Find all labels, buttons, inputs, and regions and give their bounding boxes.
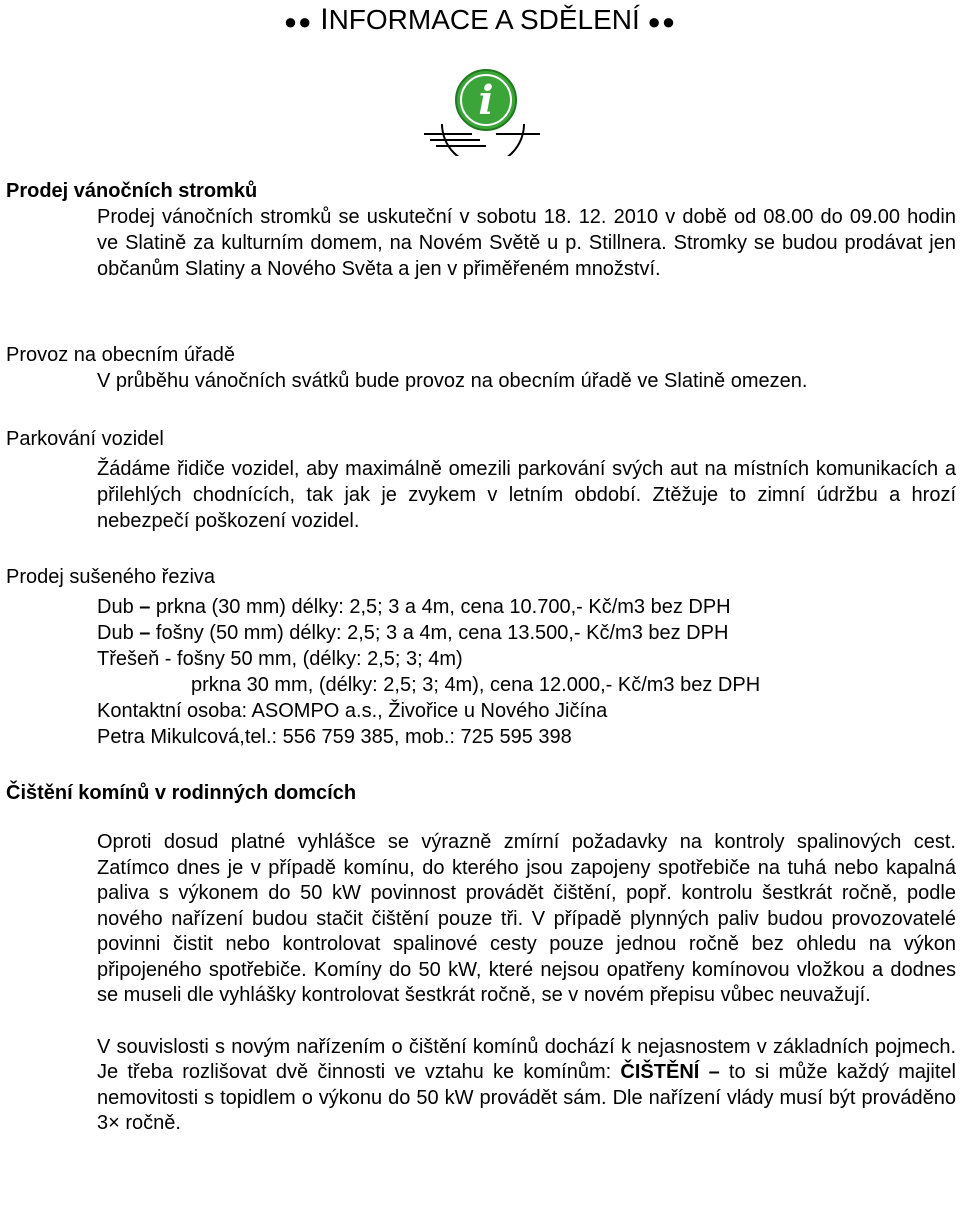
text-chimney-1: Oproti dosud platné vyhlášce se výrazně zmírní požadavky na kontroly spalinových cest. Zatímco dnes je v případě komínu, do kterého jsou zapojeny spotřebiče na tuhá nebo kapalná paliva s výkonem do 50 kW povinnost provádět čištění, popř. kontrolu šestkrát ročně, podle nového nařízení budou stačit čištění pouze tři. V případě plynných paliv budou provozovatelé povinni čistit nebo kontrolovat spalinové cesty pouze jednou ročně bez ohledu na výkon připojeného spotřebiče. Komíny do 50 kW, které nejsou opatřeny komínovou vložkou a dodnes se museli dle vyhlášky kontrolovat šestkrát ročně, se v novém přepisu vůbec neuvažují.	[97, 831, 956, 1006]
info-icon	[420, 62, 544, 156]
lumber-line-5: Kontaktní osoba: ASOMPO a.s., Živořice u Nového Jičína	[97, 700, 608, 722]
lumber-line-6: Petra Mikulcová,tel.: 556 759 385, mob.: 725 595 398	[97, 726, 572, 748]
lumber-line-4: prkna 30 mm, (délky: 2,5; 3; 4m), cena 12.000,- Kč/m3 bez DPH	[191, 674, 761, 696]
lumber-line-1-dash: –	[139, 596, 151, 618]
heading-trees: Prodej vánočních stromků	[6, 180, 258, 202]
title-first-letter: I	[320, 3, 329, 36]
info-letter: i	[478, 77, 494, 124]
lumber-line-2-dash: –	[139, 622, 151, 644]
section-lumber	[6, 564, 956, 750]
lumber-line-2	[97, 620, 956, 646]
text-chimney-2-a: V souvislosti s novým nařízením o čištění komínů dochází k nejasnostem v základních pojmech. Je třeba rozlišovat dvě činnosti ve vztahu ke komínům:	[97, 1035, 956, 1083]
lumber-line-2-b: fošny (50 mm) délky: 2,5; 3 a 4m, cena 13.500,- Kč/m3 bez DPH	[150, 622, 729, 644]
lumber-line-1-b: prkna (30 mm) délky: 2,5; 3 a 4m, cena 10.700,- Kč/m3 bez DPH	[150, 596, 731, 618]
title-bullets-right: ●●	[647, 9, 677, 34]
section-office	[6, 342, 956, 394]
text-chimney-2	[97, 1035, 956, 1137]
lumber-list	[97, 594, 956, 750]
lumber-line-3: Třešeň - fošny 50 mm, (délky: 2,5; 3; 4m)	[97, 648, 463, 670]
lumber-line-1-a: Dub	[97, 596, 140, 618]
heading-lumber: Prodej sušeného řeziva	[6, 566, 216, 588]
section-parking	[6, 426, 956, 534]
section-trees	[6, 178, 956, 282]
title-text: NFORMACE A SDĚLENÍ	[328, 4, 640, 35]
title-bullets-left: ●●	[283, 9, 313, 34]
lumber-line-1	[97, 594, 956, 620]
heading-office: Provoz na obecním úřadě	[6, 344, 236, 366]
text-chimney-2-b: to si může každý majitel nemovitosti s topidlem o výkonu do 50 kW provádět sám. Dle nařízení vlády musí být prováděno 3× ročně.	[97, 1061, 956, 1134]
lumber-line-2-a: Dub	[97, 622, 140, 644]
text-office: V průběhu vánočních svátků bude provoz na obecním úřadě ve Slatině omezen.	[97, 370, 808, 392]
section-chimney	[6, 780, 956, 1137]
page-title	[0, 2, 960, 40]
heading-chimney: Čištění komínů v rodinných domcích	[6, 782, 357, 804]
text-trees: Prodej vánočních stromků se uskuteční v sobotu 18. 12. 2010 v době od 08.00 do 09.00 hodin ve Slatině za kulturním domem, na Novém Světě u p. Stillnera. Stromky se budou prodávat jen občanům Slatiny a Nového Světa a jen v přiměřeném množství.	[97, 206, 956, 280]
heading-parking: Parkování vozidel	[6, 428, 164, 450]
text-chimney-2-bold: ČIŠTĚNÍ –	[620, 1061, 720, 1083]
text-parking: Žádáme řidiče vozidel, aby maximálně omezili parkování svých aut na místních komunikacích a přilehlých chodnících, tak jak je zvykem v letním období. Ztěžuje to zimní údržbu a hrozí nebezpečí poškození vozidel.	[97, 458, 956, 532]
